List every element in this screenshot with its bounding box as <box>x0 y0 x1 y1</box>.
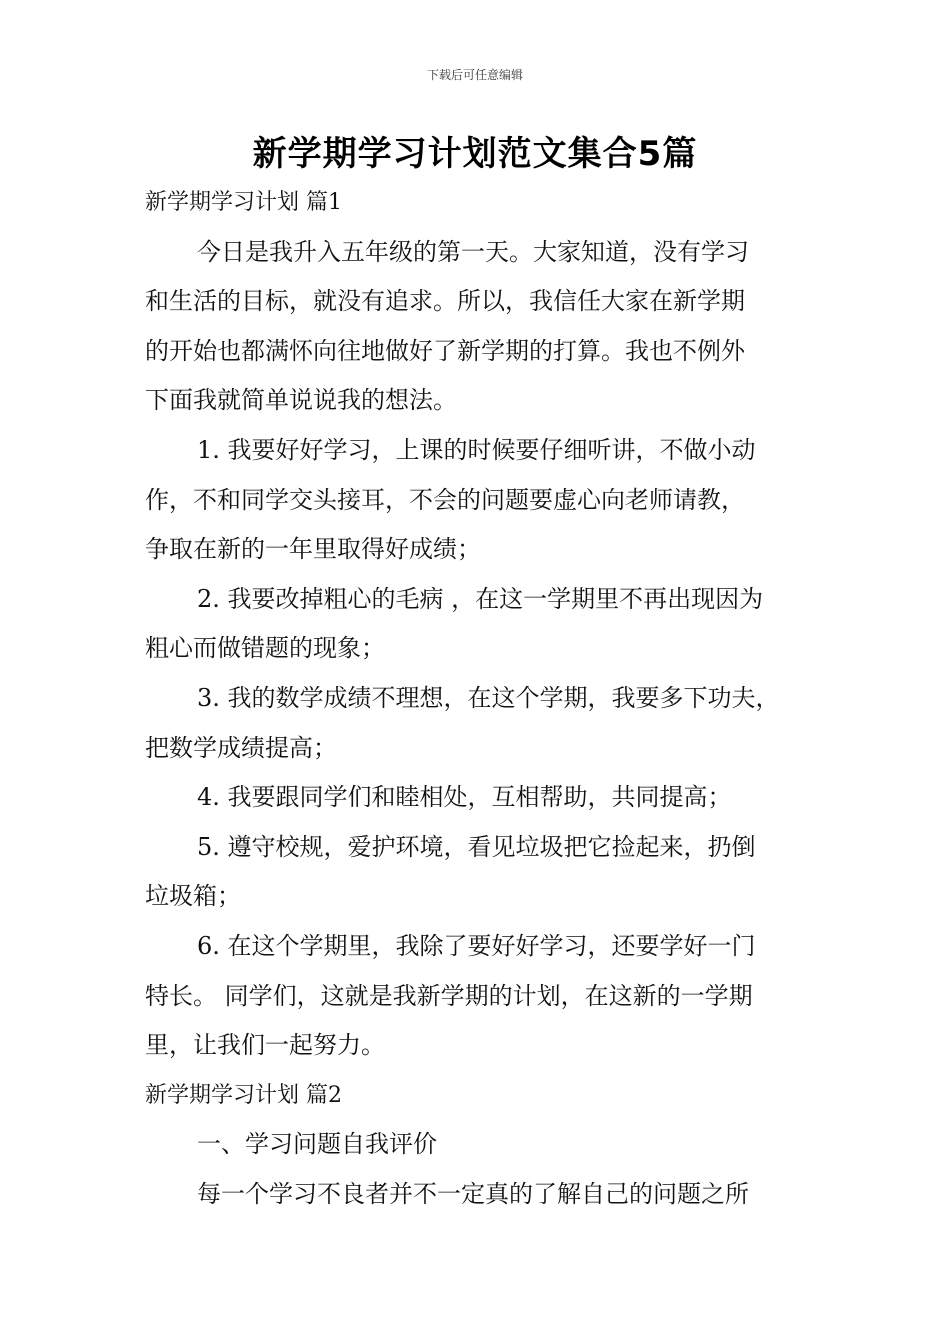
paragraph-line: 里，让我们一起努力。 <box>145 1031 385 1060</box>
paragraph-line: 2. 我要改掉粗心的毛病 ，在这一学期里不再出现因为 <box>197 584 764 613</box>
paragraph-line: 的开始也都满怀向往地做好了新学期的打算。我也不例外 <box>145 336 745 365</box>
paragraph-line: 4. 我要跟同学们和睦相处，互相帮助，共同提高； <box>197 783 732 812</box>
paragraph-line: 一、学习问题自我评价 <box>197 1130 437 1159</box>
document-body <box>145 178 835 1219</box>
paragraph-line: 作，不和同学交头接耳，不会的问题要虚心向老师请教， <box>145 485 745 514</box>
paragraph-line: 粗心而做错题的现象； <box>145 634 385 663</box>
paragraph-line: 6. 在这个学期里，我除了要好好学习，还要学好一门 <box>197 931 756 960</box>
paragraph-line: 每一个学习不良者并不一定真的了解自己的问题之所 <box>197 1179 749 1208</box>
paragraph-line: 特长。 同学们，这就是我新学期的计划，在这新的一学期 <box>145 981 753 1010</box>
paragraph-line: 和生活的目标，就没有追求。所以，我信任大家在新学期 <box>145 287 745 316</box>
section-heading: 新学期学习计划 篇2 <box>145 1082 342 1108</box>
paragraph-line: 3. 我的数学成绩不理想，在这个学期，我要多下功夫， <box>197 683 780 712</box>
paragraph-line: 垃圾箱； <box>145 882 241 911</box>
paragraph-line: 1. 我要好好学习，上课的时候要仔细听讲，不做小动 <box>197 435 756 464</box>
paragraph-line: 下面我就简单说说我的想法。 <box>145 386 457 415</box>
page-title: 新学期学习计划范文集合5篇 <box>252 134 698 174</box>
paragraph-line: 争取在新的一年里取得好成绩； <box>145 535 481 564</box>
header-note: 下载后可任意编辑 <box>426 68 523 82</box>
section-heading: 新学期学习计划 篇1 <box>145 190 342 215</box>
paragraph-line: 把数学成绩提高； <box>145 733 337 762</box>
paragraph-line: 5. 遵守校规，爱护环境，看见垃圾把它捡起来，扔倒 <box>197 832 756 861</box>
paragraph-line: 今日是我升入五年级的第一天。大家知道，没有学习 <box>197 237 749 266</box>
